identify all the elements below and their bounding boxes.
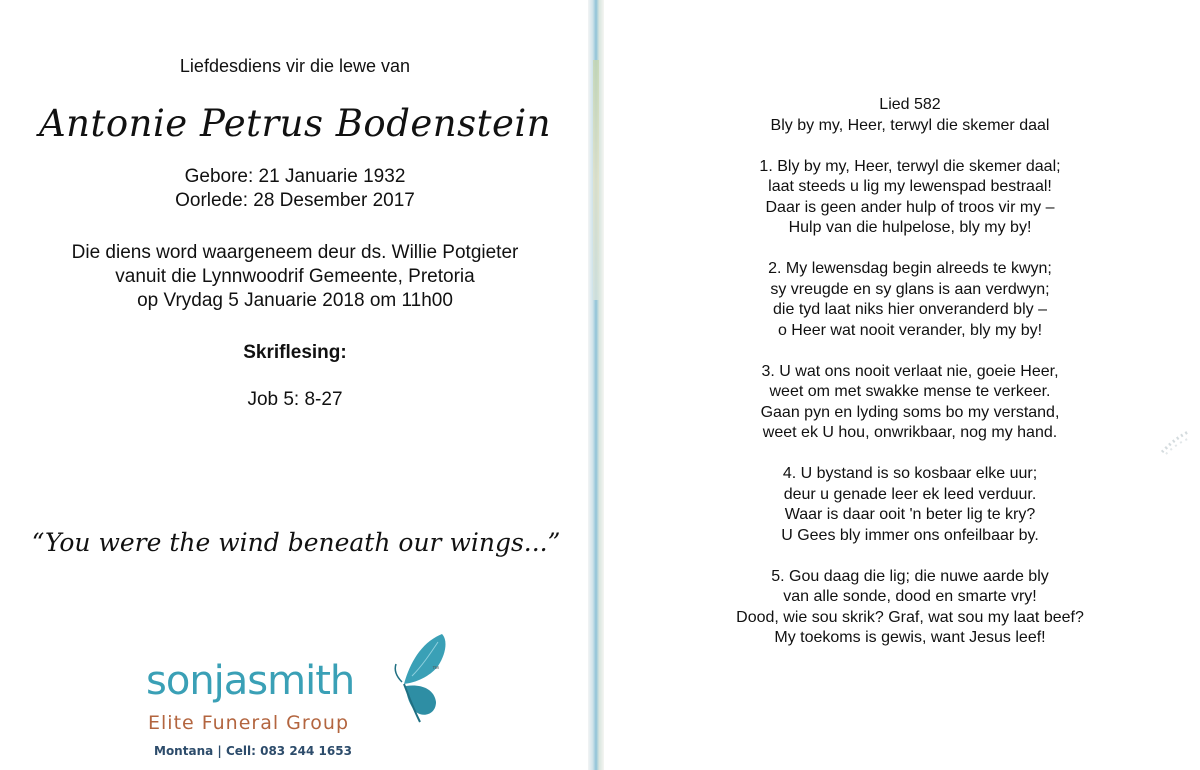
smudge-mark xyxy=(1158,428,1192,456)
verse-line: Gaan pyn en lyding soms bo my verstand, xyxy=(760,403,1060,421)
verse-line: Daar is geen ander hulp of troos vir my – xyxy=(765,198,1055,216)
verse-line: sy vreugde en sy glans is aan verdwyn; xyxy=(770,280,1050,298)
service-line: vanuit die Lynnwoodrif Gemeente, Pretoria xyxy=(115,266,475,287)
hymn xyxy=(630,95,1190,649)
verse-line: 2. My lewensdag begin alreeds te kwyn; xyxy=(768,260,1052,277)
logo-subtitle: Elite Funeral Group xyxy=(148,712,350,734)
hymn-verse-2 xyxy=(630,259,1190,341)
verse-line: laat steeds u lig my lewenspad bestraal! xyxy=(768,178,1052,195)
contact-info: Montana | Cell: 083 244 1653 xyxy=(154,744,352,758)
verse-line: Waar is daar ooit 'n beter lig te kry? xyxy=(784,506,1036,523)
hymn-number: Lied 582 xyxy=(879,96,941,113)
page-fold xyxy=(588,0,604,770)
butterfly-icon xyxy=(390,632,450,724)
verse-line: Dood, wie sou skrik? Graf, wat sou my laat beef? xyxy=(736,608,1084,626)
service-line: op Vrydag 5 Januarie 2018 om 11h00 xyxy=(137,290,453,311)
verse-line: o Heer wat nooit verander, bly my by! xyxy=(777,321,1043,339)
funeral-home-logo xyxy=(146,630,446,760)
verse-line: Hulp van die hulpelose, bly my by! xyxy=(788,219,1032,236)
verse-line: U Gees bly immer ons onfeilbaar by. xyxy=(781,526,1039,544)
trademark-symbol: ™ xyxy=(432,666,439,673)
hymn-verse-5 xyxy=(630,567,1190,649)
logo-wordmark: sonjasmith xyxy=(146,658,355,704)
verse-line: 1. Bly by my, Heer, terwyl die skemer daal; xyxy=(759,157,1061,175)
verse-line: die tyd laat niks hier onveranderd bly – xyxy=(773,301,1047,318)
memorial-quote: “You were the wind beneath our wings...” xyxy=(31,528,561,557)
birth-date: Gebore: 21 Januarie 1932 xyxy=(184,166,406,187)
verse-line: My toekoms is gewis, want Jesus leef! xyxy=(774,629,1046,646)
verse-line: 5. Gou daag die lig; die nuwe aarde bly xyxy=(771,567,1049,585)
hymn-title: Bly by my, Heer, terwyl die skemer daal xyxy=(770,116,1050,134)
scripture-reference: Job 5: 8-27 xyxy=(247,389,343,410)
verse-line: weet om met swakke mense te verkeer. xyxy=(769,383,1051,400)
hymn-verse-3 xyxy=(630,362,1190,444)
service-line: Die diens word waargeneem deur ds. Willie Potgieter xyxy=(71,242,519,263)
scripture-heading: Skriflesing: xyxy=(243,342,347,363)
deceased-name: Antonie Petrus Bodenstein xyxy=(38,102,552,145)
hymn-verse-1 xyxy=(630,157,1190,239)
verse-line: weet ek U hou, onwrikbaar, nog my hand. xyxy=(762,424,1058,441)
death-date: Oorlede: 28 Desember 2017 xyxy=(175,190,415,211)
verse-line: van alle sonde, dood en smarte vry! xyxy=(783,588,1037,605)
verse-line: deur u genade leer ek leed verduur. xyxy=(783,485,1037,503)
verse-line: 3. U wat ons nooit verlaat nie, goeie Heer, xyxy=(761,362,1059,380)
verse-line: 4. U bystand is so kosbaar elke uur; xyxy=(782,465,1038,482)
intro-text: Liefdesdiens vir die lewe van xyxy=(179,56,411,76)
hymn-verse-4 xyxy=(630,464,1190,546)
